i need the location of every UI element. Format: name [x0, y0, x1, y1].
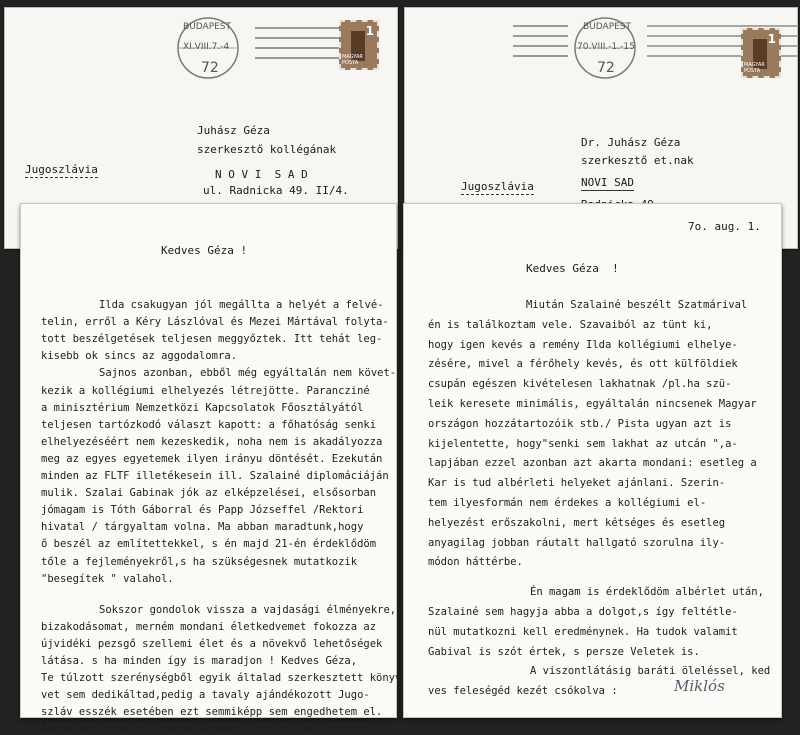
postmark-code: 72	[597, 60, 615, 76]
letter-line: a minisztérium Nemzetközi Kapcsolatok Főosztályától	[41, 401, 364, 414]
letter-line: tott beszélgetések teljesen meggyőztek. Itt tehát leg-	[41, 333, 383, 346]
letter-greeting: Kedves Géza !	[526, 262, 619, 275]
letter-line: anyagilag jobban ráutalt hallgató szorulna ily-	[428, 536, 726, 549]
letter-greeting: Kedves Géza !	[161, 244, 248, 257]
letter-date: 7o. aug. 1.	[688, 220, 761, 233]
letter-line: minden az FLTF illetékesein ill. Szalainé diplomáciáján	[41, 470, 389, 482]
letter-right	[403, 203, 782, 718]
letter-line: hogy igen kevés a remény Ilda kollégiumi elhelye-	[428, 338, 738, 351]
letter-line: kisebb ok sincs az aggodalomra.	[41, 350, 237, 363]
signature: Miklós	[674, 677, 725, 695]
letter-line: helyezést erőszakolni, mert kétséges és esetleg	[428, 516, 726, 529]
stamp-value: 1	[365, 24, 374, 38]
letter-line: ves feleségéd kezét csókolva :	[428, 685, 618, 698]
letter-line: Kar is tud albérleti helyeket ajánlani. Szerin-	[428, 477, 726, 490]
letter-line: hivatal / tárgyaltam volna. Ma abban maradtunk,hogy	[41, 521, 364, 534]
stamp-value: 1	[767, 32, 776, 46]
postage-stamp	[741, 28, 781, 78]
letter-line: elhelyezéséért nem kezeskedik, noha nem is akadályozza	[41, 435, 383, 448]
recipient-name: Juhász Géza	[197, 124, 270, 137]
letter-line: Te túlzott szerénységből egyik általad szerkesztett könyv	[41, 672, 402, 685]
letter-line: "besegítek " valahol.	[41, 572, 174, 585]
letter-line: Szalainé sem hagyja abba a dolgot,s így feltétle-	[428, 606, 738, 618]
letter-line: látása. s ha minden így is maradjon ! Kedves Géza,	[41, 655, 358, 667]
letter-line: Sokszor gondolok vissza a vajdasági élményekre,	[99, 603, 397, 616]
letter-line: Annakidején majd Ildának átadom ilyen céllal kötetet!	[41, 723, 377, 735]
letter-line: Miután Szalainé beszélt Szatmárival	[526, 299, 748, 311]
stamp-label: MAGYAR POSTA	[342, 54, 363, 66]
letter-line: lapjában ezzel azonban azt akarta mondani: esetleg a	[428, 457, 757, 470]
letter-line: telin, erről a Kéry Lászlóval és Mezei Mártával folyta-	[41, 316, 389, 329]
letter-line: vet sem dedikáltad,pedig a tavaly ajándékozott Jugo-	[41, 689, 370, 702]
stamp-label: MAGYAR POSTA	[744, 62, 765, 74]
recipient-street: ul. Radnicka 49. II/4.	[203, 184, 349, 197]
letter-line: teljesen tartózkodó választ kapott: a főhatóság senki	[41, 418, 377, 431]
recipient-country: Jugoszlávia	[461, 180, 534, 193]
letter-line: én is találkoztam vele. Szavaiból az tünt ki,	[428, 318, 713, 331]
letter-line: ő beszél az említettekkel, s én majd 21-én érdeklődöm	[41, 538, 377, 551]
letter-line: kijelentette, hogy"senki sem lakhat az utcán ",a-	[428, 437, 738, 450]
recipient-city: N O V I S A D	[215, 168, 308, 181]
letter-line: meg az egyes egyetemek ilyen irányu döntését. Ezekután	[41, 452, 383, 465]
letter-line: zésére, mivel a férőhely kevés, és ott külföldiek	[428, 358, 738, 371]
postmark-date: 70.VIII.-1.-15	[577, 42, 635, 52]
letter-line: országon hozzátartozóik stb./ Pista ugyan azt is	[428, 417, 732, 430]
letter-line: nül mutatkozni kell eredménynek. Ha tudok valamit	[428, 625, 738, 638]
recipient-title: szerkesztő et.nak	[581, 154, 694, 167]
letter-line: csupán egészen kivételesen lakhatnak /pl.ha szü-	[428, 378, 732, 391]
recipient-city: NOVI SAD	[581, 176, 634, 189]
postmark-date: XI.VIII.7.-4	[183, 42, 230, 52]
letter-line: bizakodásomat, merném mondani életkedvemet fokozza az	[41, 620, 377, 633]
postmark-city: BUDAPEST	[183, 22, 232, 32]
letter-line: kezik a kollégiumi elhelyezés létrejötte. Parancziné	[41, 384, 370, 397]
letter-line: szláv esszék esetében ezt semmiképp sem engedhetem el.	[41, 706, 383, 719]
recipient-country: Jugoszlávia	[25, 163, 98, 176]
letter-line: Gabival is szót értek, s persze Veletek is.	[428, 645, 700, 658]
letter-line: mulik. Szalai Gabinak jók az elképzelései, elsősorban	[41, 487, 377, 500]
letter-line: módon háttérbe.	[428, 556, 523, 569]
recipient-title: szerkesztő kollégának	[197, 143, 337, 156]
letter-line: tem ilyesformán nem érdekes a kollégiumi el-	[428, 497, 707, 509]
postmark-code: 72	[201, 60, 219, 76]
letter-line: leik keresete minimális, egyáltalán nincsenek Magyar	[428, 398, 757, 410]
letter-left	[20, 203, 402, 735]
postage-stamp	[339, 20, 379, 70]
cancellation-lines	[255, 18, 345, 68]
letter-line: tőle a fejleményekről,s ha szükségesnek mutatkozik	[41, 555, 358, 568]
letter-line: Én magam is érdeklődöm albérlet után,	[530, 586, 764, 599]
cancellation-lines-left	[513, 18, 568, 68]
postmark-city: BUDAPEST	[583, 22, 632, 32]
letter-line: A viszontlátásig baráti öleléssel, ked	[530, 665, 771, 678]
letter-line: Sajnos azonban, ebből még egyáltalán nem követ-	[99, 367, 397, 380]
letter-line: Ilda csakugyan jól megállta a helyét a felvé-	[99, 299, 384, 311]
recipient-name: Dr. Juhász Géza	[581, 136, 681, 149]
letter-line: jómagam is Tóth Gáborral és Papp Józseffel /Rektori	[41, 504, 364, 517]
letter-line: újvidéki pezsgő szellemi élet és a növekvő lehetőségek	[41, 637, 383, 650]
